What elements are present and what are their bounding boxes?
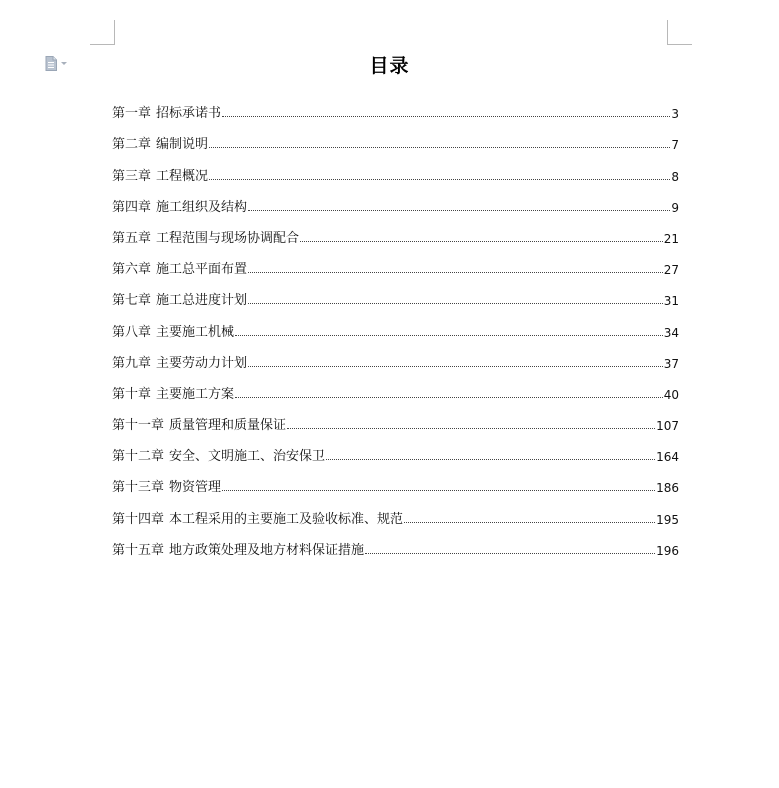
toc-chapter-number: 第十一章 <box>112 418 165 434</box>
toc-chapter-heading: 施工总平面布置 <box>156 262 248 278</box>
toc-entry[interactable] <box>112 433 679 464</box>
toc-page-number: 40 <box>663 387 679 402</box>
toc-dot-leader <box>365 553 655 554</box>
toc-page-number: 3 <box>671 107 679 122</box>
toc-page-number: 195 <box>656 512 679 527</box>
toc-page-number: 186 <box>656 481 679 496</box>
table-of-contents <box>112 90 679 558</box>
toc-entry[interactable] <box>112 215 679 246</box>
toc-dot-leader <box>326 459 655 460</box>
toc-chapter-heading: 工程范围与现场协调配合 <box>156 230 300 246</box>
toc-page-number: 196 <box>656 543 679 558</box>
toc-chapter-number: 第十四章 <box>112 511 165 527</box>
toc-page-number: 8 <box>671 169 679 184</box>
toc-dot-leader <box>404 522 655 523</box>
toc-page-number: 27 <box>663 263 679 278</box>
toc-chapter-heading: 本工程采用的主要施工及验收标准、规范 <box>169 511 404 527</box>
toc-chapter-heading: 物资管理 <box>169 480 222 496</box>
toc-chapter-number: 第三章 <box>112 168 152 184</box>
toc-chapter-number: 第十二章 <box>112 449 165 465</box>
toc-chapter-heading: 施工组织及结构 <box>156 199 248 215</box>
toc-dot-leader <box>248 366 663 367</box>
toc-entry[interactable] <box>112 495 679 526</box>
toc-chapter-number: 第六章 <box>112 262 152 278</box>
toc-page-number: 164 <box>656 450 679 465</box>
toc-entry[interactable] <box>112 246 679 277</box>
toc-chapter-number: 第十三章 <box>112 480 165 496</box>
toc-dot-leader <box>209 179 670 180</box>
toc-page-number: 9 <box>671 200 679 215</box>
toc-entry[interactable] <box>112 371 679 402</box>
toc-chapter-heading: 工程概况 <box>156 168 209 184</box>
toc-page-number: 31 <box>663 294 679 309</box>
toc-dot-leader <box>248 272 663 273</box>
toc-entry[interactable] <box>112 402 679 433</box>
toc-entry[interactable] <box>112 340 679 371</box>
toc-dot-leader <box>248 210 670 211</box>
toc-dot-leader <box>287 428 655 429</box>
toc-chapter-heading: 施工总进度计划 <box>156 293 248 309</box>
toc-entry[interactable] <box>112 90 679 121</box>
crop-mark-top-right <box>667 20 692 45</box>
toc-chapter-number: 第九章 <box>112 355 152 371</box>
toc-dot-leader <box>209 147 670 148</box>
toc-chapter-number: 第四章 <box>112 199 152 215</box>
crop-mark-top-left <box>90 20 115 45</box>
toc-chapter-heading: 主要施工机械 <box>156 324 235 340</box>
toc-entry[interactable] <box>112 308 679 339</box>
toc-dot-leader <box>300 241 663 242</box>
toc-page-number: 21 <box>663 231 679 246</box>
toc-entry[interactable] <box>112 184 679 215</box>
toc-chapter-heading: 编制说明 <box>156 137 209 153</box>
toc-chapter-number: 第十五章 <box>112 542 165 558</box>
toc-chapter-heading: 安全、文明施工、治安保卫 <box>169 449 326 465</box>
toc-chapter-heading: 地方政策处理及地方材料保证措施 <box>169 542 365 558</box>
toc-chapter-heading: 招标承诺书 <box>156 106 222 122</box>
toc-title: 目录 <box>369 55 410 77</box>
toc-entry[interactable] <box>112 277 679 308</box>
toc-chapter-number: 第二章 <box>112 137 152 153</box>
toc-chapter-number: 第八章 <box>112 324 152 340</box>
toc-page-number: 7 <box>671 138 679 153</box>
toc-chapter-number: 第十章 <box>112 386 152 402</box>
toc-page-number: 34 <box>663 325 679 340</box>
toc-chapter-heading: 质量管理和质量保证 <box>169 418 287 434</box>
toc-dot-leader <box>248 303 663 304</box>
toc-chapter-number: 第七章 <box>112 293 152 309</box>
toc-page-number: 37 <box>663 356 679 371</box>
toc-dot-leader <box>235 397 663 398</box>
toc-dot-leader <box>235 335 663 336</box>
toc-entry[interactable] <box>112 152 679 183</box>
toc-entry[interactable] <box>112 121 679 152</box>
toc-chapter-number: 第一章 <box>112 106 152 122</box>
toc-page-number: 107 <box>656 419 679 434</box>
toc-chapter-heading: 主要劳动力计划 <box>156 355 248 371</box>
toc-entry[interactable] <box>112 464 679 495</box>
toc-chapter-heading: 主要施工方案 <box>156 386 235 402</box>
toc-dot-leader <box>222 490 655 491</box>
toc-dot-leader <box>222 116 670 117</box>
toc-entry[interactable] <box>112 527 679 558</box>
toc-chapter-number: 第五章 <box>112 230 152 246</box>
